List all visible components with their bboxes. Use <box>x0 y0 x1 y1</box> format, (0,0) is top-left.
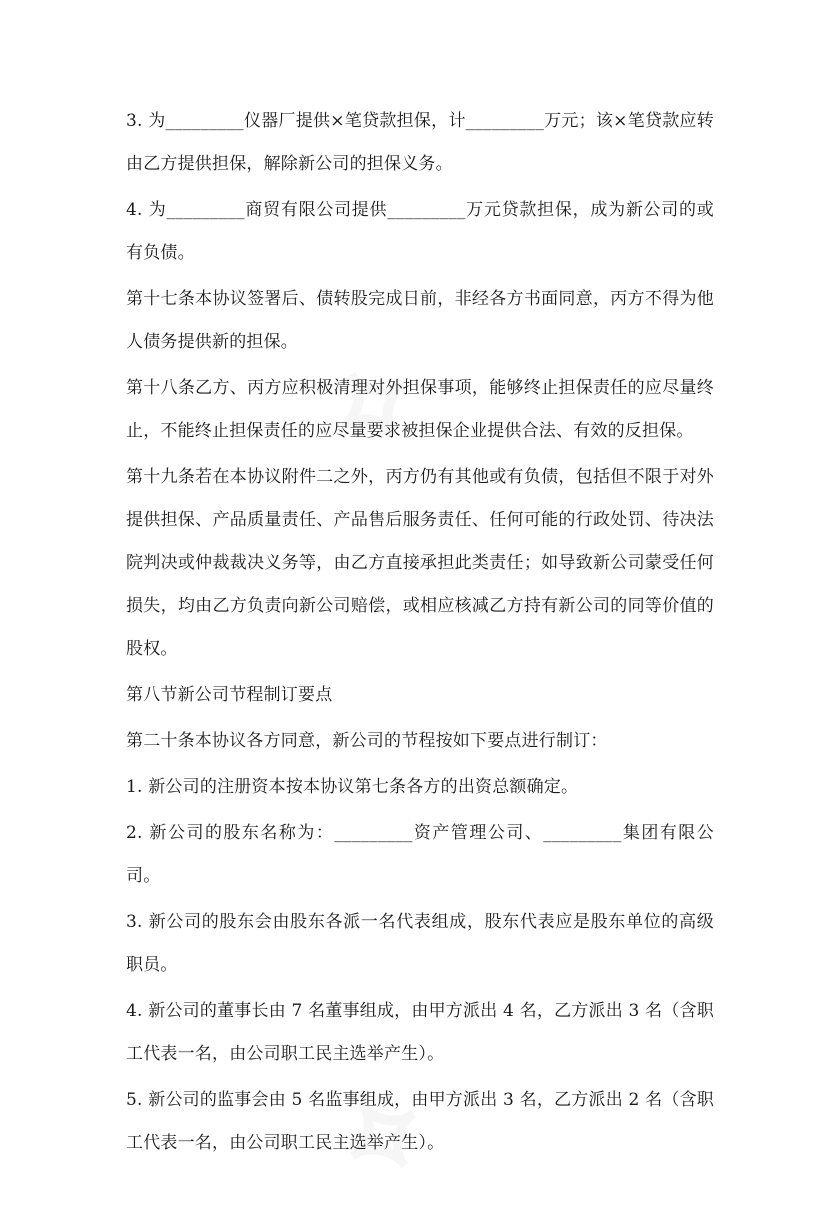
section-heading: 第八节新公司节程制订要点 <box>126 685 333 705</box>
paragraph: 第十七条本协议签署后、债转股完成日前，非经各方书面同意，丙方不得为他人债务提供新的担保。 <box>126 289 714 352</box>
paragraph: 4. 为_________商贸有限公司提供_________万元贷款担保，成为新公司的或有负债。 <box>126 200 714 263</box>
list-item: 1. 新公司的注册资本按本协议第七条各方的出资总额确定。 <box>126 777 579 797</box>
list-item: 3. 新公司的股东会由股东各派一名代表组成，股东代表应是股东单位的高级职员。 <box>126 912 714 975</box>
list-item: 2. 新公司的股东名称为：_________资产管理公司、_________集团有限公司。 <box>126 823 714 886</box>
paragraph: 第二十条本协议各方同意，新公司的节程按如下要点进行制订： <box>126 731 608 751</box>
paragraph: 3. 为_________仪器厂提供×笔贷款担保，计_________万元；该×笔贷款应转由乙方提供担保，解除新公司的担保义务。 <box>126 111 714 174</box>
list-item: 4. 新公司的董事长由 7 名董事组成，由甲方派出 4 名，乙方派出 3 名（含职工代表一名，由公司职工民主选举产生）。 <box>126 1001 714 1064</box>
paragraph: 第十八条乙方、丙方应积极清理对外担保事项，能够终止担保责任的应尽量终止，不能终止担保责任的应尽量要求被担保企业提供合法、有效的反担保。 <box>126 378 714 441</box>
document-body <box>126 100 714 1168</box>
list-item: 5. 新公司的监事会由 5 名监事组成，由甲方派出 3 名，乙方派出 2 名（含职工代表一名，由公司职工民主选举产生）。 <box>126 1090 714 1153</box>
paragraph: 第十九条若在本协议附件二之外，丙方仍有其他或有负债，包括但不限于对外提供担保、产品质量责任、产品售后服务责任、任何可能的行政处罚、待决法院判决或仲裁裁决义务等，由乙方直接承担此类责任；如导致新公司蒙受任何损失，均由乙方负责向新公司赔偿，或相应核减乙方持有新公司的同等价值的股权。 <box>126 467 714 659</box>
